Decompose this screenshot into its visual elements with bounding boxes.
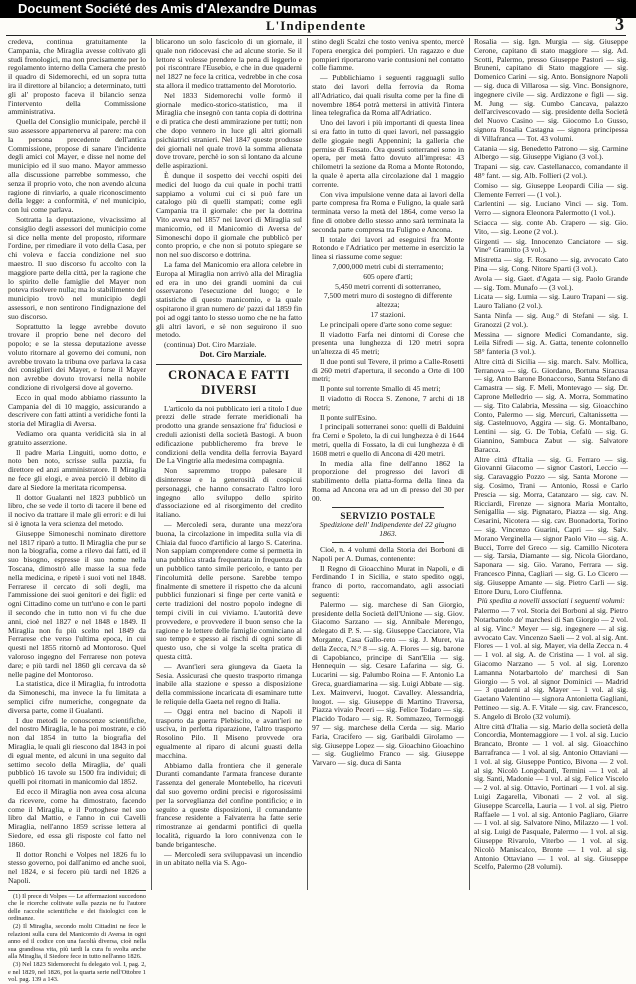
article-paragraph: Sottratta la deputazione, vivacissimo al consiglio degli assessori del municipio come si dice nella mente del proposto, riformare l'ordine, per rimediare il voto della Casa, per chi voleva e faccia condizione nel suo maestro. Il suo discorso fu accolto con la maggiore parte della città, per la ragione che lo spirito delle famiglie del Mayer non poteva risolvere nulla; ma lo stabilimento del municipio trovò nel municipio degli assessori, e non sentirono l'indignazione del suo discorso. [8,214,146,321]
page-number: 3 [615,14,624,34]
footnotes [8,890,146,984]
article-paragraph: Nel 1833 Sidemorechi volle formò il giornale medico-storico-statistico, ma il Miraglia che insegnò con tanta copia di dottrina e di pratica che desti ammirazione per tutti; non che dopo vennero in luce gli altri giornali psichiatrici stranieri. Nel 1847 queste produsse dei giornali nel quale trovò la somma alienata dove trovare, perchè io son sì lontano da alcune delle aspirazioni. [156,90,302,171]
news-item: L'articolo da noi pubblicato ieri a titolo I due prezzi delle strade ferrate meridionali ha prodotto una grande sensazione fra' fiduciosi e creduli azionisti della società Bastogi. A buon edificazione pubblicheremo fra breve le condizioni della vendita della ferrovia Bayard De La Vingtrie alla medesima compagnia. [156,403,302,466]
article-paragraph: Cioè, n. 4 volumi della Storia dei Borboni di Napoli per A. Dumas, contenente: [312,545,464,563]
article-paragraph: È dunque il sospetto dei vecchi ospiti dei medici del luogo da cui quale in pochi tratti sappiamo a volumi cui ci si può fare un catalogo più di quelli stampati; come egli Campania tra il giornale: che per la dottrina Vito aveva nel 1857 nei lavori di Miraglia sul manicomio, ed il Manicomio di Aversa de' Simoneschi dopo il giornale che pubblicò per conto proprio, e che non si potuto spiegare se non nel suo discorso e dottrina. [156,170,302,260]
news-item: Non sapremmo troppo palesare il disinteresse e la generosità di cospicui personaggi, che hanno consacrato l'altro loro ingegno allo sviluppo dello spirito d'associazione ed al risorgimento del credito italiano. [156,466,302,520]
article-paragraph: I principali sotterranei sono: quelli di Balduini fra Cerni e Spoleto, la di cui lunghezza è di 1644 metri, quella di Fossato, la di cui lunghezza è di 1608 metri e quello di Ancona di 420 metri. [312,422,464,458]
article-paragraph: Il viadotto di Rocca S. Zenone, 7 archi di 18 metri; [312,394,464,412]
footnote: (2) Il Miraglia, secondo molti Cittadini ne fece le relazioni sulla cura del Manicomio di Aversa in ogni anno ed il codice con una facoltà diversa, cioè nella sua grandiosa vita, più tardi la cura fu svolta anche alla Miraglia, il Siedore fece in tutto nell'anno 1826. [8,923,146,960]
column-3 [312,38,464,890]
section-title: SERVIZIO POSTALE [340,510,436,521]
section-rule [176,401,282,402]
article-paragraph: (continua) Dot. Ciro Marziale. [164,340,257,350]
article-paragraph: Vediamo ora quanta veridicità sia in al gratuito asserzione. [8,429,146,447]
subscriber-entry: Licata — sig. Lumia — sig. Lauro Trapani — sig. Lauro Taliano (2 vol.). [474,292,628,311]
stat-line: 7,500 metri muro di sostegno di differente altezza; [323,291,453,310]
section-subtitle: Più spedita a novelli associati i seguenti volumi: [477,596,625,606]
article-paragraph: Il totale dei lavori ad eseguirsi fra Monte Rotondo e l'Adriatico per metterne in esercizio la linea si riassume come segue: [312,234,464,262]
stat-line: 17 stazioni. [370,309,406,319]
article-paragraph: Giuseppe Simoneschi nominato direttore nel 1817 riparò a tutto. Il Miraglia che pur se non la biografia, come a rilevo dai fatti, ed il suo bisogno, espresse il suo nome nella Toscana, dimostrò alle masse la sua fede nella medicina, e ripetè i suoi voti nel 1848. Ferrarese il cercato di soli degli, ma l'ammissione dei suoi genitori e dei figli: ed ogni Cittadino come un tutt'uno e con le parti il secondo che in tutto non vi fu che due anni, cioè nel 1827 e nel 1848 e 1849. Il Miraglia non fu più scelto nel 1849 da Ferrarese che verso l'ultima epoca, in cui questi nel 1855 ritornò ad Montoroso. Quel valoroso ingegno del Ferrarese non poteva dare; e più tardi nel 1860 gli cercava da sè nelle pagine del Montoroso. [8,528,146,679]
subscriber-entry: Trapani — sig. cav. Castellanacco, comandante il 48° fant. — sig. Alb. Follieri (2 vol.). [474,162,628,180]
subscriber-entry: Avola — sig. Gaet. d'Agata — sig. Paolo Grande — sig. Tom. Munafo — (3 vol.). [474,273,628,292]
news-item: Abbiamo dalla frontiera che il generale Duranti comandante l'armata francese durante l'assenza del generale Montebello, ha ricevuti dal suo governo ordini precisi e rigorosissimi per la sorveglianza del confine pontificio; e in seguito a queste disposizioni, il comandante francese residente a Falvaterra ha fatte serie rimostranze ai gendarmi pontifici di quella località, riguardo la loro connivenza con le bande brigantesche. [156,760,302,849]
column-4 [474,38,628,890]
column-2 [156,38,302,890]
column-1 [8,37,146,984]
section-title: CRONACA E FATTI DIVERSI [156,364,302,398]
stat-line: 605 opere d'arti; [363,271,413,281]
article-paragraph: Il dottor Gualanti nel 1823 pubblicò un libro, che se vede il torto di tacere il bene ed il nocivo da trattare il male gli errori: e di lui si è ignota la vera scienza del metodo. [8,492,146,529]
subscriber-entry: Altre città d'Italia — sig. Mario della società della Concordia, Montemaggiore — 1 vol. al sig. Lucio Brancato, Bronte — 1 vol. al sig. Gioacchino Barrafranca — 1 vol. al sig. Antonio Ottaviani — 1 vol. al sig. Giuseppe Pontico, Bivona — 2 vol. al sig. Nicolò Longobardi, Termini — 1 vol. al sig. Santi, Madonie — 1 vol. al sig. Felice Viscelo — 2 vol. al sig. Ottavio, Portinari — 1 vol. al sig. Luigi Zagarella, Vibonati — 2 vol. al sig. Giuseppe Scarcella, Lauria — 1 vol. al sig. Pietro Raffaele — 1 vol. al sig. Antonio Pagliaro, Giarre — 1 vol. al sig. Salvatore Nino, Milazzo — 1 vol. al sig. Luigi de Pasquale, Palermo — 1 vol. al sig. Giuseppe Rivarolo, Viterbo — 1 vol. al sig. Nicolò Maniscalco, Bronte — 1 vol. al sig. Antonio Ottaviano — 1 vol. al sig. Giuseppe Scelfo, Palermo (28 volumi). [474,721,628,872]
article-paragraph: Il ponte sul torrente Smallo di 45 metri; [320,384,441,394]
masthead [6,14,626,34]
subscriber-entry: Catania — sig. Benedetto Patrono — sig. Carmine Albergo — sig. Giuseppe Vigiano (3 vol.). [474,143,628,162]
news-item: — Mercoledì sera sviluppavasi un incendio in un abitato nella via S. Ago- [156,849,302,868]
article-paragraph: In media alla fine dell'anno 1862 la proporzione del progresso dei lavori di stabilimento della piatta-forma della linea da Roma ad Ancona era ad un di presso del 30 per 00. [312,458,464,503]
subscriber-entry: Rosalia — sig. Ign. Murgia — sig. Giuseppe Cerone, capitano di stato maggiore — sig. Ad. Scotti, Palermo, presso Giuseppe Pastori — sig. Bruneni, capitano di Stato maggiore — sig. Domenico Carini — sig. Anto. Bonsignore Napoli — sig. duca di Villarosa — sig. Vinc. Bonsignore, ingegnere civile — sig. Ardizzone e figli — sig. M. Jung — sig. Cumbo Cancava, palazzo dell'arcivescovado — sig. presidente della Società del Nuovo Casino — sig. Giocomo Lo Gusso, signora Rosalia Castagna — signora principessa di Villafranca — Tot. 43 volumi. [474,37,628,143]
article-paragraph: Il due ponti sul Tevere, il primo a Calle-Rosetti di 260 metri d'apertura, il secondo a Orte di 100 metri; [312,356,464,384]
news-item: — Avant'ieri sera giungeva da Gaeta la Sesia. Assicurasi che questo trasporto rimanga inabile alla stazione e spesso a disposizione della commissione incaricata di esaminare tutte le reliquie della Gaeta nel regno di Italia. [156,661,302,706]
subscriber-entry: Messina — signore Medici Comandante, sig. Leila Sifredi — sig. A. Gatta, tenente colonnello 58° fanteria (3 vol.). [474,329,628,357]
article-paragraph: Quella del Consiglio municipale, perchè il suo assessore appartenerva al parere: ma con la persona precedente dell'antica Commissione, propose di sanare l'incidente degli amici col Mayer, e disse nel nome del municipio ed il suo mano. Mayor ammesso alla discussione parrebbe sommesso, che senza il proprio voto, che non avendo alcuna ragione di rinviarlo, a quale riconoscimento della legge: a conformità, e' nel municipio, con lui come parlava. [8,117,146,215]
article-paragraph: Con viva impulsione venne data ai lavori della parte compresa fra Roma e Fuligno, la quale sarà terminata verso la metà del 1864, come verso la fine di ottobre dello stesso anno sarà terminata la seconda parte compresa tra Fuligno e Ancona. [312,189,464,234]
subscriber-entry: Santa Ninfa — sig. Aug.° di Stefani — sig. I. Granozzi (2 vol.). [474,310,628,329]
subscriber-list: Palermo — sig. marchese di San Giorgio, presidente della Società dell'Unione — sig. Giov. Giacomo Sarzano — sig. Annibale Merengo, delegato di P. S. — sig. Giuseppe Cacciatore, Via Morgante, Casa Gallo-reto — sig. J. Muret, via della Zecca, N.° 8 — sig. A. Flores — sig. barone di Capobianco, principe di Sant'Elia — sig. Hennequin — sig. Cesare Lafarina — sig. G. Lucarini — sig. Palumbo Roina — F. Antonio La Greca, guardiamarina — sig. Luigi Abbate — sig. Lex. Mainvervi, luogot. Cavalley. Alessandria, luogot. — sig. Giuseppe di Martino Traversa, Piazza vivaio Peceri — sig. Felice Todaro — sig. Placido Todaro — sig. R. Sommazeo, Termoggi 97 — sig. marchese della Cerda — sig. Mario Faria, Cracifero — sig. Garibaldi Girolamo — sig. Giuseppe Lopez — sig. Gioachino Gioachino — sig. Guglielmo Franco — sig. Giuseppe Varvaro — sig. duca di Santa [312,599,464,768]
article-paragraph: Soprattutto la legge avrebbe dovuto trovare il proprio bene nel decoro del popolo; e se la stessa deputazione avesse voluto ritornare al governo dei comuni, non avrebbe trovato la tribuna ove parlava la casa dei consiglieri dei Mayer, e forse il Mayer non avrebbe dovuto trovarsi nella nobile condizione di rivolgersi dove al governo. [8,321,146,393]
article-paragraph: Ecco in qual modo abbiamo riassunto la Campania del di 10 maggio, assicurando a descrivere con fatti attinti a veridiche fonti la storia del Miraglia di Aversa. [8,392,146,429]
subscriber-entry: Altre città d'Italia — sig. G. Ferraro — sig. Giovanni Giacomo — signor Castori, Leccio — sig. Caravaggio Pozzo — sig. Santa Morone — sig. Cosimo, Trani — Antonio, Rossi e Carlo Prescia — sig. Morra, Catanzaro — sig. cav. N. Ricciardi, Firenze — signora Maria Montalto, Senigallia — sig. Pignataro, Piazza — sig. Ang. Cesarini, Nicotera — sig. cav. Buonadorta, Torino — sig. Vincenzo Guarini, Capri — sig. Salv. Morano Verginella — signor Paolo Vito — sig. A. Bucci, Torre del Greco — sig. Camillo Nicotera — sig. Tarsia, Diamante — sig. Nicola Giordano, Saponara — sig. Gio. Varano, Ferrara — sig. Francesco Pinna, Cagliari — sig. G. Lo Cicero — sig. Giuseppe Amante — sig. Pietro Carli — sig. Ettore Duru, Loro Ciuffenna. [474,454,628,596]
article-paragraph: Uno dei lavori i più importanti di questa linea si era fatto in tutto di quei lavori, nel passaggio delle giogaie negli Appennini; la galleria che permise di Fossato. Ora questi sotterranei sono in opera, per metà fatto dovuto all'impresa: 43 chilometri la sezione da Roma a Monte Rotondo, la quale è aperta alla circolazione dal 1 maggio corrente. [312,118,464,189]
newspaper-title: L'Indipendente [266,18,366,33]
article-paragraph: Il Regno di Gioacchino Murat in Napoli, e di Ferdinando I in Sicilia, e stato spedito oggi, franco di porto, raccomandato, agli associati seguenti: [312,563,464,600]
section-rule [332,507,444,508]
article-paragraph: I due metodi le conoscenze scientifiche, del nostro Miraglia, le ha poi mostrate, e ciò non dal 1854 in tutto la biografia del Miraglia, le quali gli riescono dal 1843 in poi di egual mente, ed alcuni in una seguito dal settimo secolo della Miraglia, de' quali pubblicò 16 tavole su 1500 fra individui; di quelli poi ritornati in manicomio dal 1852. [8,715,146,787]
masthead-rule [6,35,626,36]
article-paragraph: Le principali opere d'arte sono come segue: [320,319,453,329]
news-item: — Oggi entra nel bacino di Napoli il trasporto da guerra Plebiscito, e avant'ieri ne usciva, in perfetta riparazione, l'altro trasporto Rosolino Pilo. Il Miseno provvede ora egualmente al riparo di alcuni guasti della macchina. [156,706,302,760]
article-paragraph: La fama del Manicomio era allora celebre in Europa al Miraglia non arrivò alla del Miraglia ed era in uno dei grandi uomini da cui osservarono l'esecuzione del luogo; e le statistiche di questo manicomio, e la quale ospitarono il gran numero de' pazzi dal 1859 fin poi ad oggi tanto lo stesso uomo che ne ha fatto gli altri lavori, e sè non seguirono il suo metodo. [156,259,302,340]
footnote: (1) Il prece di Volpes — Le affermazioni succedono che le ricerche coltivate sulla pazzia ne fu l'autore delle raccolte scientifiche e dei fisiologici con le ordinanze. [8,892,146,922]
article-paragraph: Il viadotto Farfa nei dintorni di Corese che presenta una lunghezza di 120 metri sopra un'altezza di 45 metri; [312,329,464,357]
stat-line: 7,000,000 metri cubi di sterramento; [332,261,444,271]
footnote: (3) Nel 1823 Sidemorechi fu delegato vol. I, pag. 2, e nel 1829, nel 1826, poi la quarta serie nell'Ottobre 1 vol. pag. 139 a 143. [8,961,146,984]
article-paragraph: Il padre Maria Linguiti, uomo dotto, e noto ben noto, scrisse sulla pazzia, fu direttore ed anzi amministratore. Il Miraglia ne fece gli elogi, e avea perciò il debito di dare al Siedore la meritata ricompensa. [8,447,146,492]
section-subtitle: Spedizione dell' Indipendente del 22 giugno 1863. [319,520,457,539]
subscriber-entry: Girgenti — sig. Innocenzo Canciatore — sig. Vine° Gramitto (3 vol.). [474,236,628,255]
subscriber-entry: Palermo — 7 vol. Storia dei Borboni al sig. Pietro Notarbartolo de' marchesi di San Giorgio — 2 vol. al sig. Vinc.° Meyer — sig. ingegnere — al sig. avvocato Cav. Vincenzo Saeli — 2 vol. al sig. Ant. Flores — 1 vol. al sig. Mayer, via della Zecca n. 4 — 1 vol. al sig. A. de Cristina — 1 vol. al sig. Giacomo Narzano — 5 vol. al sig. Lorenzo Lamanna Notarbartolo de' marchesi di San Giorgio — 5 vol. al signor Dominici — Madrid — 3 quaderni al sig. Mayer — 1 vol. al sig. Gaetano Valentino — signora Antonietta Gagliani, Pettineo — sig. A. F. Vitale — sig. cav. Francesco, S. Angelo di Brolo (32 volumi). [474,606,628,721]
subscriber-entry: Sciacca — sig. conte Ab. Crapero — sig. Gio. Vito, — sig. Leone (2 vol.). [474,217,628,236]
column-divider [151,38,152,890]
stat-line: 5,450 metri correnti di sotterraneo, [335,281,441,291]
subscriber-entry: Altre città di Sicilia — sig. march. Salv. Mollica, Terranova — sig. G. Giordano, Bortuna Siracusa — sig. Anto Barone Bonaccorso, Santa Stefano di Camastra — sig. F. Meli, Montevago — sig. Dr. Caprone Melledrio — sig. A. Morra, Sommatino — sig. Tito Calabria, Messina — sig. Gioacchino Conto, Palermo — sig. Mercuri, Caltanissetta — sig. Castelnuovo, Aggira — sig. G. Montalbano, Lentini — sig. G. De Tobia, Cefalù — sig. G. Giannino, Sambuca Zabut — sig. Salvatore Baracca. [474,356,628,454]
subscriber-entry: Comiso — sig. Giuseppe Leopardi Cilia — sig. Clemente Ferreri — (1 vol.). [474,180,628,199]
subscriber-entry: Mistretta — sig. F. Rosano — sig. avvocato Cato Pina — sig. Cong. Nitore Sparti (3 vol.). [474,255,628,273]
article-paragraph: blicarono un solo fascicolo di un giornale, il quale non ridocevasi che ad alcune storie. Se il lettore si volesse prendere la pena di leggerlo e poi riscontrare l'Eusebio, e che in due quaderni nel 1827 ne fece la critica, vedrebbe in che cosa sta allora il medico trattamento del Morotorio. [156,37,302,90]
column-divider [469,38,470,890]
article-paragraph: credeva, continua gratuitamente la Campania, che Miraglia avesse coltivato gli studi frenologici, ma non precisamente per lo regolamento interno della Camera che prestò il quadro di Sidemorechi, ed un sopra tutta ira il direttore al bilancio; a determinato, tutti gli al' proposto faceva il bilancio senza l'intervento della Commissione amministrativa. [8,37,146,117]
source-banner: Document Société des Amis d'Alexandre Dumas [0,0,636,18]
column-divider [307,38,308,890]
section-rule [332,542,444,543]
article-paragraph: stino degli Scalzi che tosto veniva spento, mercè l'opera energica dei pompieri. Un ragazzo e due pompieri riportarono varie contusioni nel contatto colle fiamme. [312,37,464,73]
article-paragraph: La statistica, dice il Miraglia, fu introdotta da Simoneschi, ma invece la fu limitata a semplici cifre numeriche, congegnate da diversa parte, come il Gualanti. [8,679,146,715]
article-signature: Dot. Ciro Marziale. [199,349,267,359]
news-item: — Mercoledì sera, durante una mezz'ora buona, la circolazione in impedita sulla via di Chiaia dal fuoco d'artificio al largo S. Caterina. Non sappiam comprendere come si permetta in una pubblica strada frequentata in frequenza da un pubblico tanto simile pericolo, e tanto per l'incolumità delle persone. Sarebbe tempo finalmente di smettere il rispetto che da alcuni pubblici funzionari si finge per certe vanità e certe tradizioni del nostro popolo indegne di tempi civili in cui viviamo. L'autorità deve provvedere, e provvedere il buon senso che la ragione e le lettere delle famiglie cominciano al suo tempo e spesso ai rischi di ogni sorte di questo uso, che si volge la scelta pratica di questa città. [156,520,302,661]
subscriber-entry: Carlentini — sig. Luciano Vinci — sig. Tom. Verro — signora Eleonora Palermotto (1 vol.). [474,199,628,218]
article-paragraph: Il ponte sull'Esino. [320,412,377,422]
article-paragraph: Ed ecco il Miraglia non avea cosa alcuna da ricevere, come ha dimostrato, facendo come il Miraglia, e il Portoghese nel suo libro dal Mattio, e l'anno in cui Cavelli Miraglia, nell'anno 1859 scrisse lettera al Siedore, ed essa gli risposte col fatto nel 1860. [8,786,146,849]
article-paragraph: — Pubblichiamo i seguenti ragguagli sullo stato dei lavori della ferrovia da Roma all'Adriatico, dai quali risulta come per la fine di novembre 1864 potrà mettersi in attività l'intera linea telegrafica da Roma all'Adriatico. [312,73,464,118]
article-paragraph: Il dottor Ronchi e Volpes nel 1826 fu lo stesso governo, poi dall'animo ed anche suoi, nel 1824, e si fecero più tardi nel 1826 a Napoli. [8,849,146,885]
